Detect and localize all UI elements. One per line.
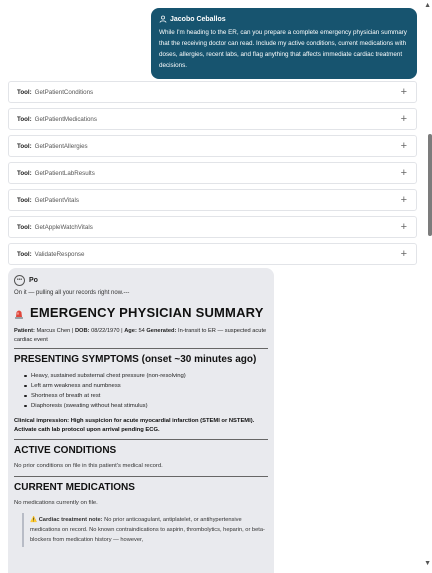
tool-name: GetPatientAllergies: [34, 142, 88, 150]
clinical-impression: Clinical impression: High suspicion for acute myocardial infarction (STEMI or NSTEMI). Activate cath lab protocol upon arrival pending ECG.: [14, 418, 255, 433]
summary-title: [14, 305, 268, 320]
dob-label: DOB:: [74, 328, 90, 334]
tool-name: GetPatientVitals: [34, 196, 79, 204]
tool-row-get-patient-allergies[interactable]: [8, 135, 417, 157]
expand-plus-icon[interactable]: +: [400, 247, 407, 260]
user-icon: [159, 15, 167, 23]
generated-label: Generated:: [146, 328, 177, 334]
warning-icon: ⚠️: [30, 517, 38, 523]
list-item: Diaphoresis (sweating without heat stimulus): [24, 401, 268, 411]
dob-value: 08/22/1970 |: [91, 328, 123, 334]
expand-plus-icon[interactable]: +: [400, 220, 407, 233]
patient-label: Patient:: [14, 328, 35, 334]
user-name: Jacobo Ceballos: [170, 15, 226, 23]
summary-title-text: EMERGENCY PHYSICIAN SUMMARY: [30, 305, 264, 320]
tool-row-validate-response[interactable]: [8, 243, 417, 265]
conditions-text: No prior conditions on file in this patient's medical record.: [14, 463, 163, 469]
tool-label: Tool:: [17, 196, 32, 204]
generated-value: In-transit to ER — suspected acute cardiac event: [14, 328, 267, 343]
symptoms-heading: PRESENTING SYMPTOMS (onset ~30 minutes ago): [14, 354, 257, 365]
tool-name: GetPatientMedications: [34, 115, 97, 123]
user-message-bubble: [151, 8, 417, 79]
section-divider: [14, 476, 268, 477]
tool-row-get-patient-medications[interactable]: [8, 108, 417, 130]
tool-row-get-patient-conditions[interactable]: [8, 81, 417, 103]
assistant-name: Po: [29, 277, 38, 284]
tool-row-get-apple-watch-vitals[interactable]: [8, 216, 417, 238]
tool-name: GetPatientLabResults: [34, 169, 95, 177]
section-divider: [14, 439, 268, 440]
tool-label: Tool:: [17, 115, 32, 123]
tool-label: Tool:: [17, 250, 32, 258]
chat-bubble-icon: •••: [14, 275, 25, 286]
scroll-up-arrow-icon[interactable]: ▲: [424, 2, 431, 9]
assistant-header: [14, 275, 268, 286]
user-message-text: While I'm heading to the ER, can you prepare a complete emergency physician summary that the receiving doctor can read. Include my active conditions, current medications with doses, allergies, recent labs, and flag anything that affects immediate cardiac treatment decisions.: [159, 29, 407, 69]
symptoms-list: [24, 371, 268, 411]
tool-name: GetAppleWatchVitals: [34, 223, 93, 231]
scroll-down-arrow-icon[interactable]: ▼: [424, 560, 431, 567]
medications-text: No medications currently on file.: [14, 500, 98, 506]
section-divider: [14, 348, 268, 349]
expand-plus-icon[interactable]: +: [400, 166, 407, 179]
list-item: Shortness of breath at rest: [24, 391, 268, 401]
note-text: No prior anticoagulant, antiplatelet, or antihypertensive medications on record. No known contraindications to aspirin, thrombolytics, heparin, or beta-blockers from medication history — however,: [30, 517, 265, 543]
tool-row-get-patient-lab-results[interactable]: [8, 162, 417, 184]
scrollbar-thumb[interactable]: [428, 134, 432, 236]
user-message-header: [159, 15, 409, 23]
tool-row-get-patient-vitals[interactable]: [8, 189, 417, 211]
conditions-heading: ACTIVE CONDITIONS: [14, 445, 117, 456]
expand-plus-icon[interactable]: +: [400, 193, 407, 206]
tool-label: Tool:: [17, 142, 32, 150]
siren-icon: [14, 307, 24, 319]
note-label: Cardiac treatment note:: [38, 517, 103, 523]
medications-heading: CURRENT MEDICATIONS: [14, 482, 135, 493]
list-item: Heavy, sustained substernal chest pressure (non-resolving): [24, 371, 268, 381]
expand-plus-icon[interactable]: +: [400, 139, 407, 152]
expand-plus-icon[interactable]: +: [400, 112, 407, 125]
list-item: Left arm weakness and numbness: [24, 381, 268, 391]
tool-name: GetPatientConditions: [34, 88, 94, 96]
patient-info-line: [14, 327, 268, 345]
expand-plus-icon[interactable]: +: [400, 85, 407, 98]
assistant-intro: On it — pulling all your records right now.---: [14, 290, 130, 296]
tool-label: Tool:: [17, 169, 32, 177]
tool-name: ValidateResponse: [34, 250, 85, 258]
assistant-message-card: [8, 268, 274, 573]
tool-label: Tool:: [17, 88, 32, 96]
cardiac-treatment-note: [22, 513, 268, 547]
age-label: Age:: [124, 328, 137, 334]
age-value: 54: [138, 328, 145, 334]
tool-label: Tool:: [17, 223, 32, 231]
patient-value: Marcus Chen |: [36, 328, 74, 334]
